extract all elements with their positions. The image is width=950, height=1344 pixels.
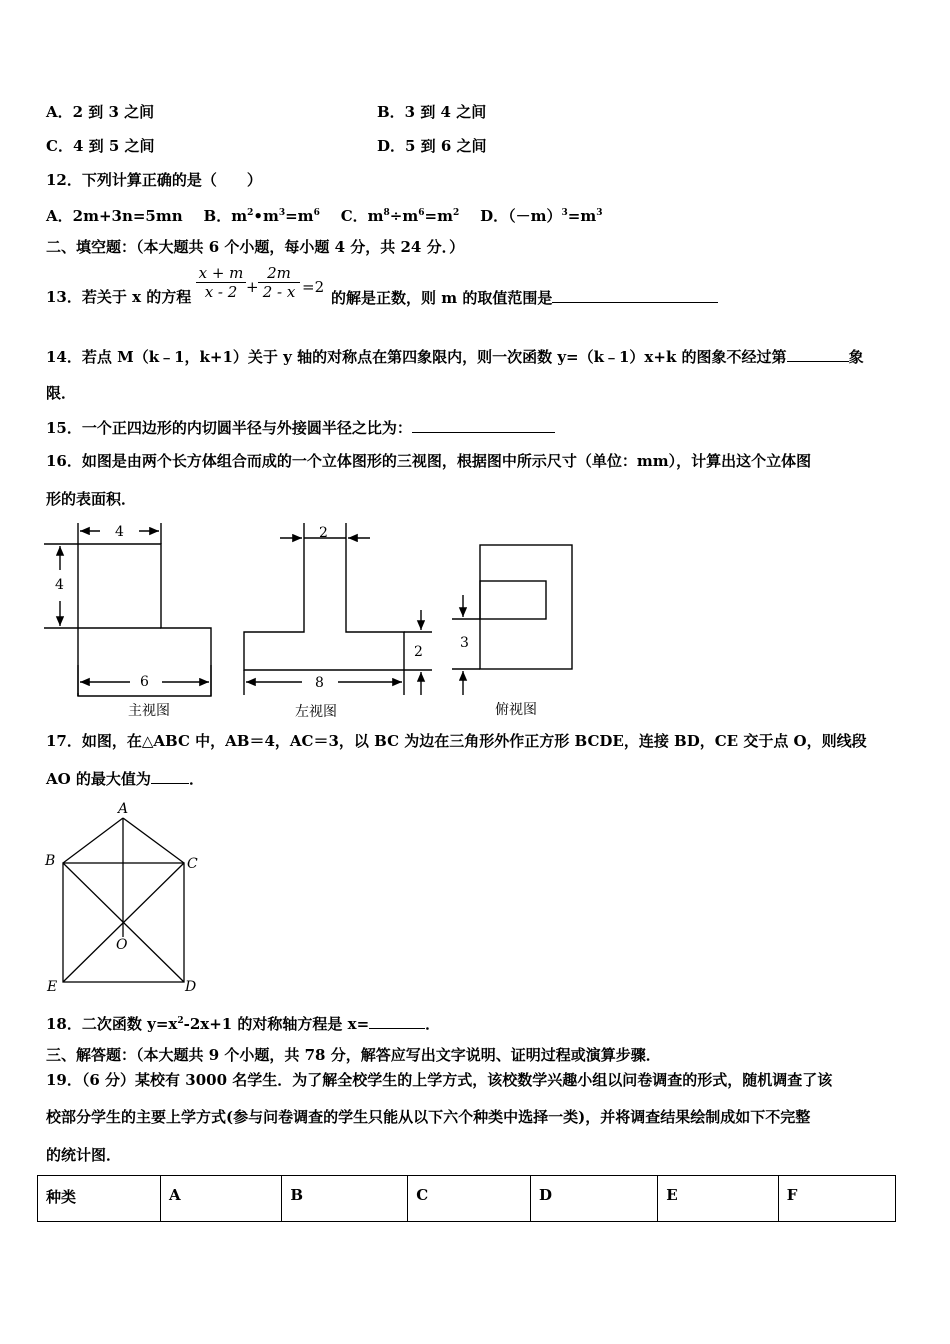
q11-option-a: A．2 到 3 之间 [46, 103, 155, 121]
table-cell: E [658, 1176, 779, 1222]
q16-line2: 形的表面积． [46, 490, 137, 508]
top-view-caption: 俯视图 [495, 702, 537, 718]
front-view-caption: 主视图 [128, 703, 170, 719]
q12-options [46, 204, 603, 225]
front-dim-top: 4 [115, 524, 124, 540]
table-cell: A [161, 1176, 282, 1222]
q13-answer-blank[interactable] [552, 288, 718, 303]
point-b-label: B [45, 853, 56, 869]
q13-equals: =2 [302, 278, 325, 296]
table-cell: F [778, 1176, 895, 1222]
q17-line1: 17．如图，在△ABC 中，AB＝4，AC＝3，以 BC 为边在三角形外作正方形 BCDE，连接 BD，CE 交于点 O，则线段 [46, 732, 867, 750]
front-dim-left: 4 [55, 577, 64, 593]
q11-option-b: B．3 到 4 之间 [377, 103, 487, 121]
side-dim-top: 2 [319, 525, 328, 541]
q18-answer-blank[interactable] [369, 1014, 425, 1029]
side-view-caption: 左视图 [295, 704, 337, 720]
q19-line3: 的统计图． [46, 1146, 122, 1164]
q12-option-a: A．2m+3n=5mn [46, 207, 183, 225]
table-cell: 种类 [38, 1176, 161, 1222]
front-dim-bottom: 6 [140, 674, 149, 690]
table-cell: D [530, 1176, 657, 1222]
point-d-label: D [185, 979, 197, 995]
q16-line1: 16．如图是由两个长方体组合而成的一个立体图形的三视图，根据图中所示尺寸（单位：mm），计算出这个立体图 [46, 452, 812, 470]
q13-prefix: 13．若关于 x 的方程 [46, 288, 192, 306]
survey-table [37, 1175, 896, 1222]
q13-plus: + [246, 278, 259, 296]
point-e-label: E [47, 979, 58, 995]
table-row [38, 1176, 896, 1222]
q19-line1: 19．（6 分）某校有 3000 名学生．为了解全校学生的上学方式，该校数学兴趣小组以问卷调查的形式，随机调查了该 [46, 1071, 833, 1089]
top-view [452, 545, 572, 695]
q15-text: 15．一个正四边形的内切圆半径与外接圆半径之比为： [46, 418, 555, 437]
q12-option-b: B．$m^2•m^3=m^6$ [203, 207, 320, 225]
point-a-label: A [118, 801, 129, 817]
q14-answer-blank[interactable] [787, 347, 849, 362]
top-dim-left: 3 [460, 635, 469, 651]
side-dim-right: 2 [414, 644, 423, 660]
side-view [244, 523, 432, 695]
q13-fraction-2: $\frac{2m}{2 - x}$ [258, 264, 300, 301]
table-cell: B [282, 1176, 408, 1222]
side-dim-bottom: 8 [315, 675, 324, 691]
q15-answer-blank[interactable] [412, 418, 555, 433]
q17-square-figure [40, 797, 210, 997]
q17-line2: AO 的最大值为 ． [46, 770, 204, 788]
section3-title: 三、解答题：（本大题共 9 个小题，共 78 分，解答应写出文字说明、证明过程或演算步骤． [46, 1046, 661, 1064]
q11-option-d: D．5 到 6 之间 [377, 137, 487, 155]
q12-option-d: D．$(-m)^3=m^3$ [480, 207, 603, 225]
point-o-label: O [116, 937, 128, 953]
q13-fraction-1: $\frac{x + m}{x - 2}$ [196, 264, 246, 301]
q11-option-c: C．4 到 5 之间 [46, 137, 155, 155]
table-cell: C [408, 1176, 531, 1222]
q14-line2: 限． [46, 384, 77, 402]
q12-stem: 12．下列计算正确的是（ ） [46, 171, 262, 189]
q19-line2: 校部分学生的主要上学方式(参与问卷调查的学生只能从以下六个种类中选择一类)，并将调查结果绘制成如下不完整 [46, 1108, 811, 1126]
point-c-label: C [187, 856, 198, 872]
q17-answer-blank[interactable] [151, 769, 189, 784]
three-views-figure [40, 515, 600, 725]
front-view [44, 523, 211, 696]
q13-suffix: 的解是正数，则 m 的取值范围是 [331, 288, 718, 307]
q12-option-c: C．$m^8\div m^6=m^2$ [340, 207, 460, 225]
q14-line1: 14．若点 M（k﹣1，k+1）关于 y 轴的对称点在第四象限内，则一次函数 y=（k﹣1）x+k 的图象不经过第 象 [46, 348, 864, 366]
q18-text: 18．二次函数 $y=x^2-2x+1$ 的对称轴方程是 x= ． [46, 1015, 441, 1033]
section2-title: 二、填空题：（本大题共 6 个小题，每小题 4 分，共 24 分．） [46, 238, 465, 256]
